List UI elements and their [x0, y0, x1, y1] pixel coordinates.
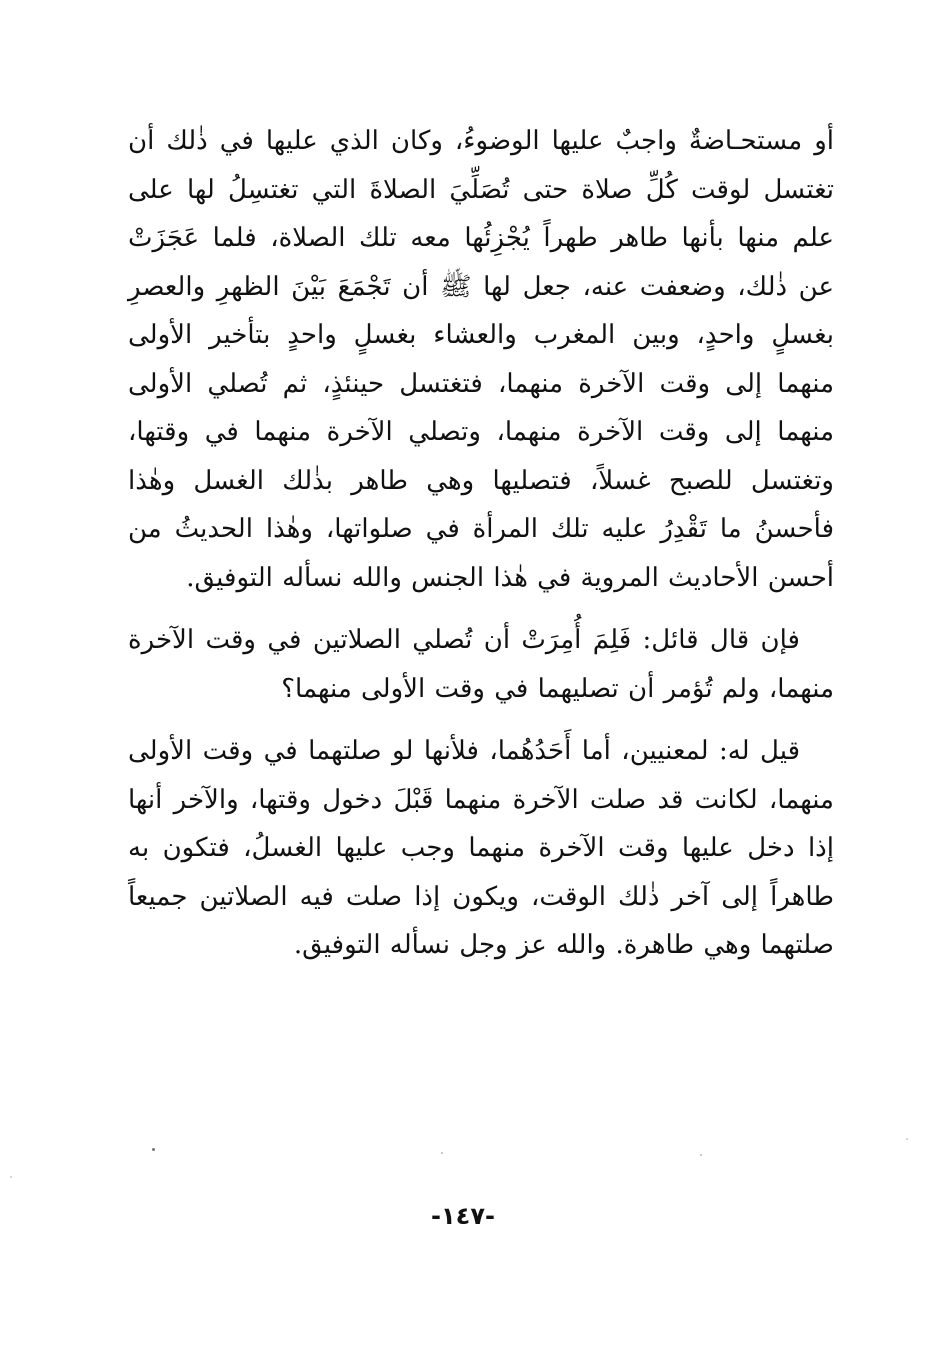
paragraph-2: فإن قال قائل: فَلِمَ أُمِرَتْ أن تُصلي الصلاتين في وقت الآخرة منهما، ولم تُؤمر أن تصليهما في وقت الأولى منهما؟: [128, 625, 834, 704]
scan-speck: [700, 1154, 702, 1156]
scan-speck: [10, 1176, 12, 1178]
paragraph-1: أو مستحـاضةٌ واجبٌ عليها الوضوءُ، وكان الذي عليها في ذٰلك أن تغتسل لوقت كُلِّ صلاة حتى تُصَلِّيَ الصلاةَ التي تغتسِلُ لها على علم منها بأنها طاهر طهراً يُجْزِئُها معه تلك الصلاة، فلما عَجَزَتْ عن ذٰلك، وضعفت عنه، جعل لها ﷺ أن تَجْمَعَ بَيْنَ الظهرِ والعصرِ بغسلٍ واحدٍ، وبين المغرب والعشاء بغسلٍ واحدٍ بتأخير الأولى منهما إلى وقت الآخرة منهما، فتغتسل حينئذٍ، ثم تُصلي الأولى منهما إلى وقت الآخرة منهما، وتصلي الآخرة منهما في وقتها، وتغتسل للصبح غسلاً، فتصليها وهي طاهر بذٰلك الغسل وهٰذا فأحسنُ ما تَقْدِرُ عليه تلك المرأة في صلواتها، وهٰذا الحديثُ من أحسن الأحاديث المروية في هٰذا الجنس والله نسأله التوفيق.: [128, 126, 834, 593]
scan-speck: [906, 1138, 908, 1140]
body-text: [128, 117, 834, 970]
scan-speck: [441, 1152, 443, 1154]
paragraph-3: قيل له: لمعنيين، أما أَحَدُهُما، فلأنها لو صلتهما في وقت الأولى منهما، لكانت قد صلت الآخرة منهما قَبْلَ دخول وقتها، والآخر أنها إذا دخل عليها وقت الآخرة منهما وجب عليها الغسلُ، فتكون به طاهراً إلى آخر ذٰلك الوقت، ويكون إذا صلت فيه الصلاتين جميعاً صلتهما وهي طاهرة. والله عز وجل نسأله التوفيق.: [128, 736, 834, 960]
page-number: -١٤٧-: [431, 1202, 495, 1230]
scan-speck: [152, 1148, 155, 1151]
